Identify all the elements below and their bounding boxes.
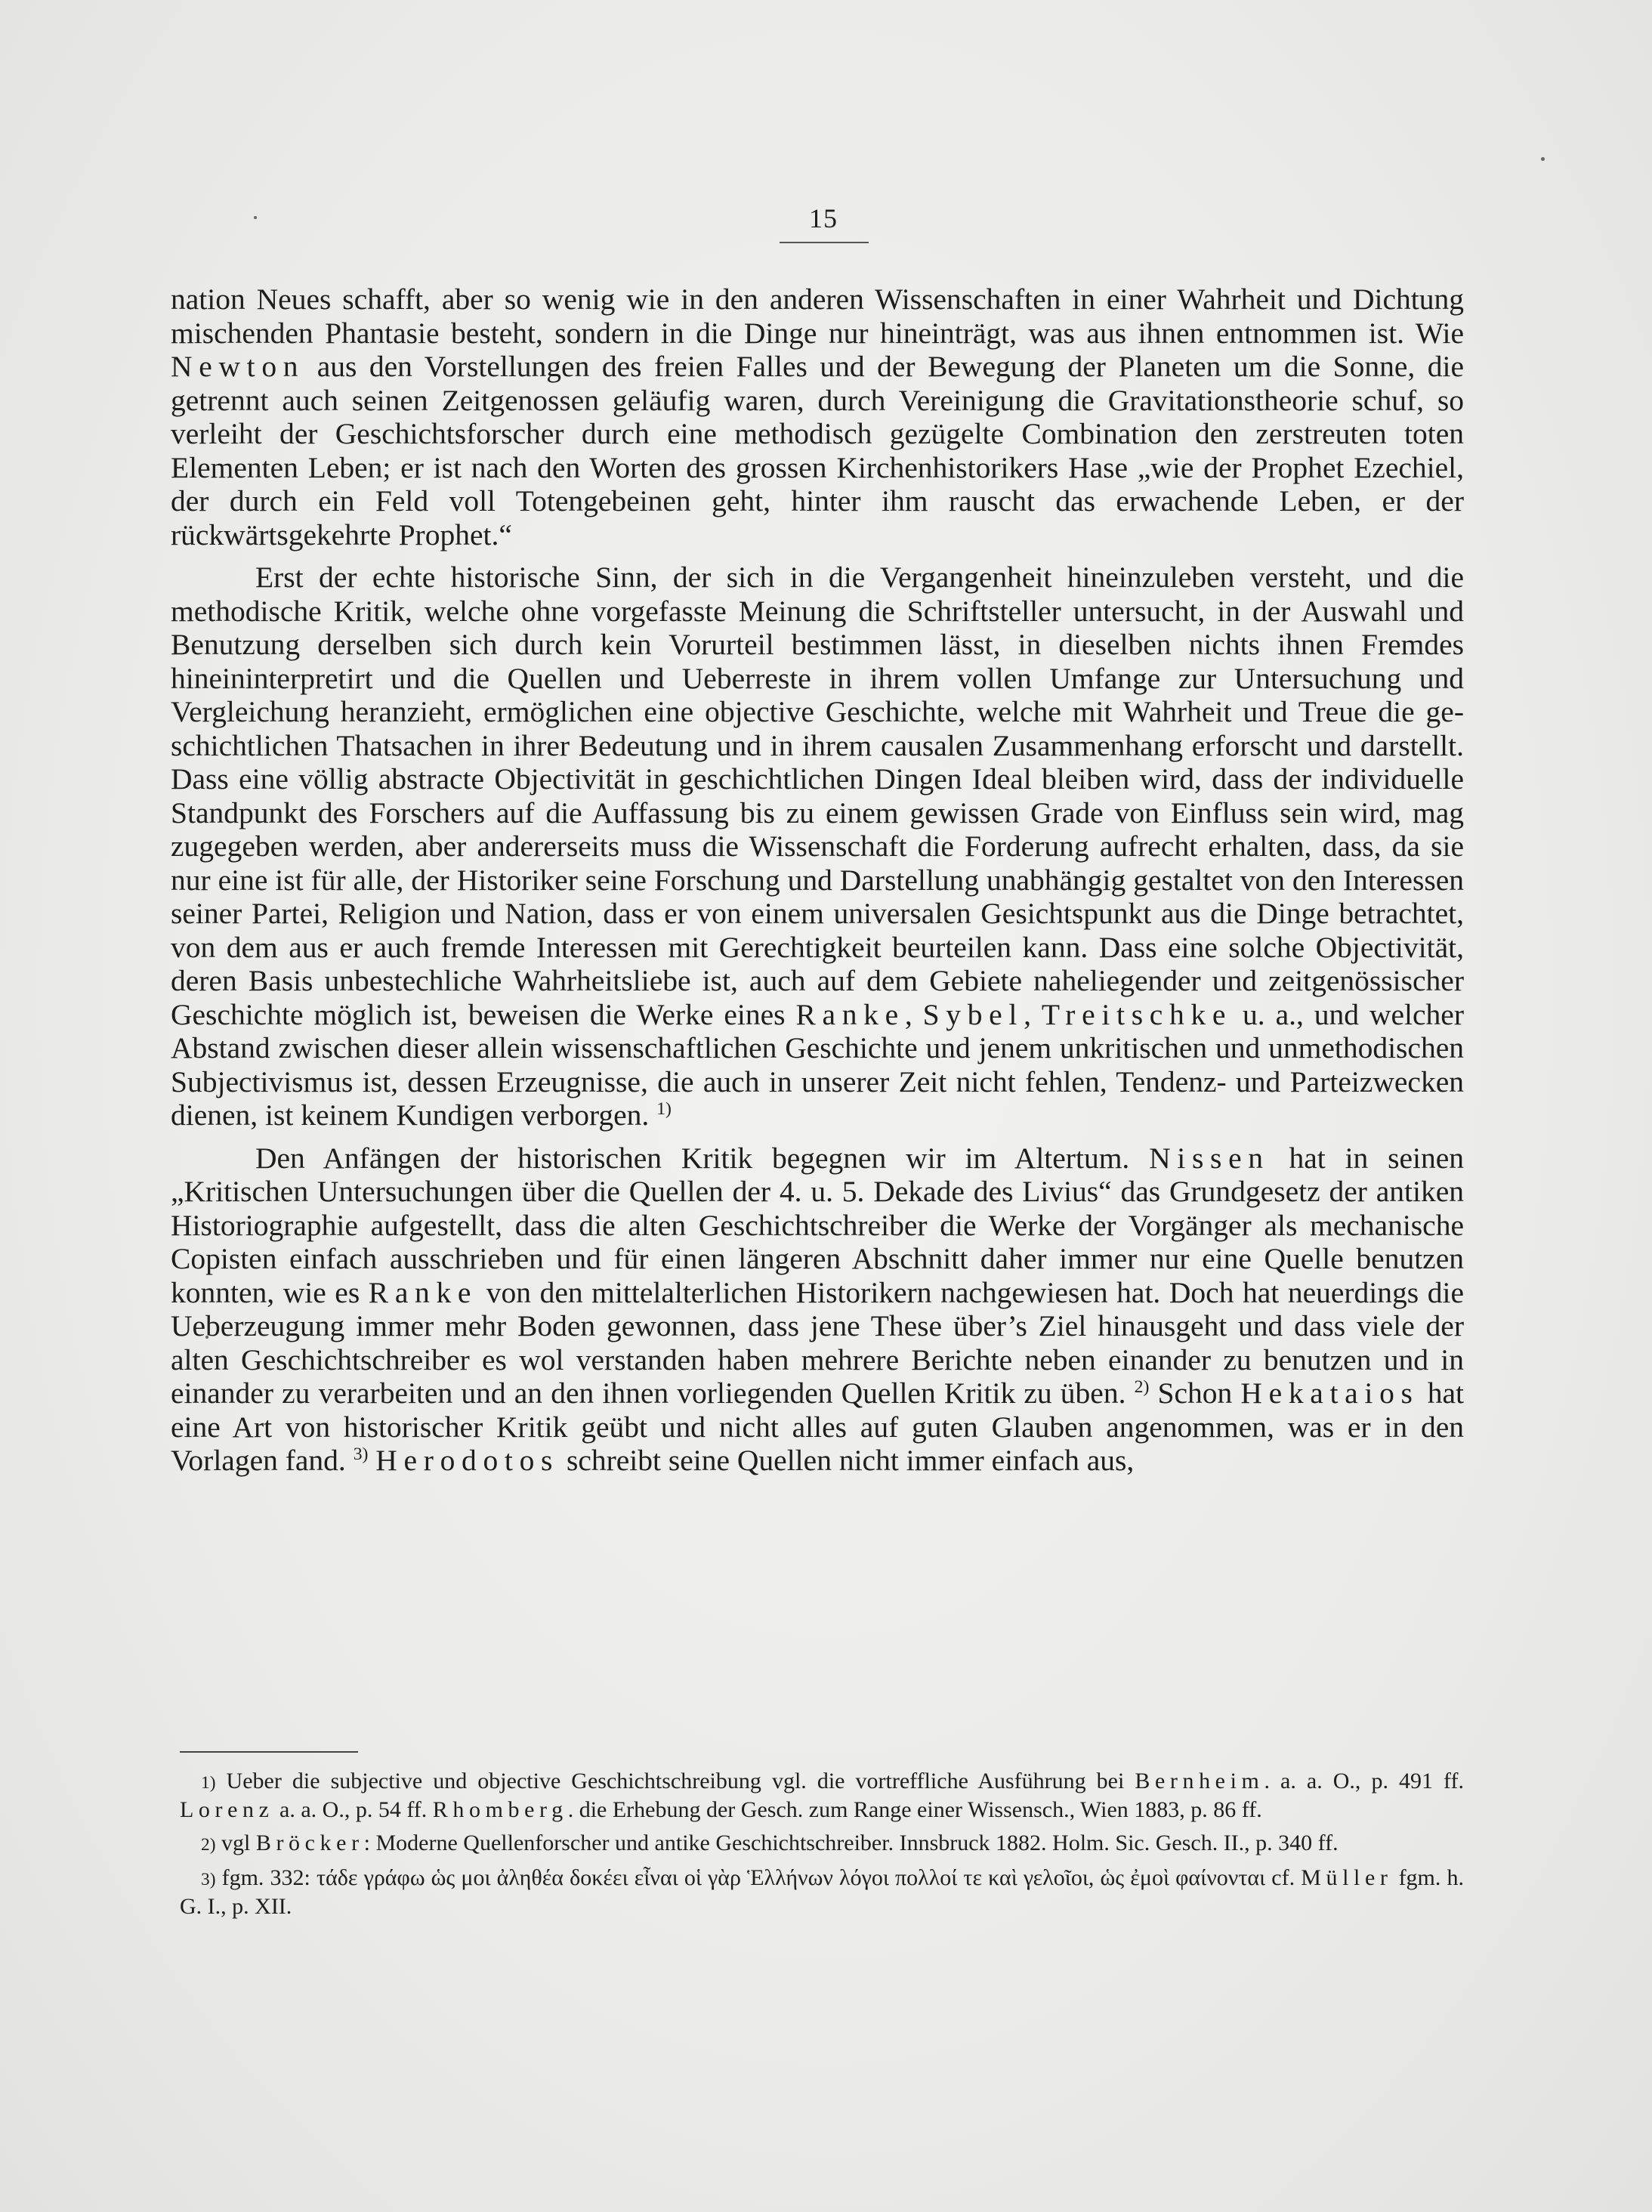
spaced-name: Ranke (368, 1275, 478, 1309)
header-rule (780, 242, 869, 243)
spaced-name: Sybel (922, 997, 1024, 1031)
text-run: Schon (1149, 1376, 1241, 1410)
footnotes (180, 1768, 1464, 1926)
text-run: fgm. 332: τάδε γράφω ὡς μοι ἀληθέα δοκέει εἶναι οἱ γὰρ Ἑλλήνων λόγοι πολλοί τε καὶ γελοῖοι, ὡς ἐμοὶ φαίνονται cf. (215, 1865, 1302, 1890)
footnote-number: 1) (201, 1773, 216, 1793)
spaced-name: Müller (1301, 1865, 1393, 1890)
text-run: . die Erhebung der Gesch. zum Range einer Wissensch., Wien 1883, p. 86 ff. (567, 1797, 1262, 1822)
footnote (180, 1830, 1464, 1858)
text-run: Erst der echte historische Sinn, der sich in die Vergangenheit hineinzuleben versteht, und die methodische Kritik, welche ohne vorgefasste Meinung die Schriftsteller untersucht, in der Auswahl und Benutzung derselben sich durch kein Vorurteil bestimmen lässt, in dieselben nichts ihnen Fremdes hineininterpretirt und die Quellen und Ueberreste in ihrem vollen Umfange zur Untersuchung und Vergleichung heranzieht, ermöglichen eine objective Geschichte, welche mit Wahrheit und Treue die geschichtlichen Thatsachen in ihrer Bedeutung und in ihrem causalen Zusammenhang erforscht und darstellt. Dass eine völlig abstracte Objectivität in geschichtlichen Dingen Ideal bleiben wird, dass der individuelle Standpunkt des Forschers auf die Auffassung bis zu einem gewissen Grade von Einfluss sein wird, mag zugegeben werden, aber andererseits muss die Wissenschaft die Forderung aufrecht erhalten, dass, da sie nur eine ist für alle, der Historiker seine Forschung und Darstellung unabhängig gestaltet von den Interessen seiner Partei, Religion und Nation, dass er von einem universalen Gesichtspunkt aus die Dinge betrachtet, von dem aus er auch fremde Interessen mit Gerechtigkeit beurteilen kann. Dass eine solche Objectivität, deren Basis unbestechliche Wahrheitsliebe ist, auch auf dem Gebiete naheliegender und zeitgenössischer Geschichte möglich ist, beweisen die Werke eines (171, 561, 1464, 1031)
text-run: von den mittelalterlichen Historikern nachgewiesen hat. Doch hat neuerdings die Ueberzeugung immer mehr Boden gewonnen, dass jene These über’s Ziel hinausgeht und dass viele der alten Geschichtschreiber es wol verstanden haben mehrere Berichte neben einander zu benutzen und in einander zu verarbeiten und an den ihnen vorliegenden Quellen Kritik zu üben. (171, 1275, 1464, 1410)
footnote-number: 3) (201, 1870, 216, 1889)
spaced-name: Herodotos (375, 1444, 560, 1477)
body-text (171, 283, 1464, 1487)
page-number: 15 (809, 203, 838, 233)
text-run: Den Anfängen der historischen Kritik begegnen wir im Altertum. (255, 1141, 1150, 1175)
text-run: fgm. h. G. I., p. XII. (180, 1865, 1464, 1919)
footnote (180, 1768, 1464, 1824)
text-run: , (904, 997, 923, 1031)
spaced-name: Rhomberg (432, 1797, 568, 1822)
spaced-name: Treitschke (1041, 997, 1233, 1031)
footnote-ref: 2) (1134, 1376, 1150, 1397)
paragraph (171, 561, 1464, 1132)
text-run: , (1024, 997, 1042, 1031)
scan-speck (1541, 157, 1545, 161)
spaced-name: Bernheim (1135, 1769, 1264, 1793)
spaced-name: Nissen (1149, 1141, 1270, 1175)
text-run: aus den Vorstellungen des freien Falles und der Bewegung der Planeten um die Sonne, die getrennt auch seinen Zeitgenossen geläufig waren, durch Vereinigung die Gravitationstheorie schuf, so verleiht der Geschichtsforscher durch eine methodisch gezügelte Combination den zerstreuten toten Elementen Leben; er ist nach den Worten des grossen Kirchenhistorikers Hase „wie der Prophet Ezechiel, der durch ein Feld voll Totengebeinen geht, hinter ihm rauscht das erwachende Leben, er der rückwärtsgekehrte Prophet.“ (171, 350, 1464, 551)
text-run: hat in seinen „Kritischen Untersuchungen über die Quellen der 4. u. 5. Dekade des Livius“ das Grundgesetz der antiken Historiographie aufgestellt, dass die alten Geschichtschreiber die Werke der Vorgänger als mechanische Copisten einfach ausschrieben und für einen längeren Abschnitt daher immer nur eine Quelle benutzen konnten, wie es (171, 1141, 1464, 1309)
paragraph (171, 1142, 1464, 1478)
footnote-ref: 3) (353, 1444, 369, 1464)
spaced-name: Hekataios (1240, 1376, 1419, 1410)
spaced-name: Newton (171, 350, 305, 383)
footnote-number: 2) (201, 1835, 216, 1855)
spaced-name: Lorenz (180, 1797, 274, 1822)
footnote (180, 1864, 1464, 1920)
text-run: Ueber die subjective und objective Geschichtschreibung vgl. die vortreffliche Ausführung bei (215, 1769, 1135, 1793)
text-run: vgl (215, 1830, 256, 1855)
text-run: a. a. O., p. 54 ff. (273, 1797, 433, 1822)
text-run: hat eine Art von historischer Kritik geübt und nicht alles auf guten Glauben angenommen, was er in den Vorlagen fand. (171, 1376, 1464, 1477)
text-run: . a. a. O., p. 491 ff. (1264, 1769, 1464, 1793)
footnote-ref: 1) (656, 1098, 672, 1119)
text-run: nation Neues schafft, aber so wenig wie in den anderen Wissenschaften in einer Wahrheit und Dichtung mischenden Phantasie besteht, sondern in die Dinge nur hineinträgt, was aus ihnen entnommen ist. Wie (171, 283, 1464, 350)
text-run: schreibt seine Quellen nicht immer einfach aus, (559, 1444, 1135, 1477)
spaced-name: Bröcker (255, 1830, 364, 1855)
scan-speck (254, 216, 257, 219)
spaced-name: Ranke (795, 997, 905, 1031)
text-run (368, 1444, 375, 1477)
text-run: u. a., und welcher Abstand zwischen dieser allein wissenschaftlichen Geschichte und jenem unkritischen und unmethodischen Subjectivismus ist, dessen Erzeugnisse, die auch in unserer Zeit nicht fehlen, Tendenz- und Parteizwecken dienen, ist keinem Kundigen verborgen. (171, 997, 1464, 1132)
paragraph (171, 283, 1464, 551)
footnote-rule (180, 1751, 358, 1753)
text-run: : Moderne Quellenforscher und antike Geschichtschreiber. Innsbruck 1882. Holm. Sic. Gesch. II., p. 340 ff. (363, 1830, 1339, 1855)
